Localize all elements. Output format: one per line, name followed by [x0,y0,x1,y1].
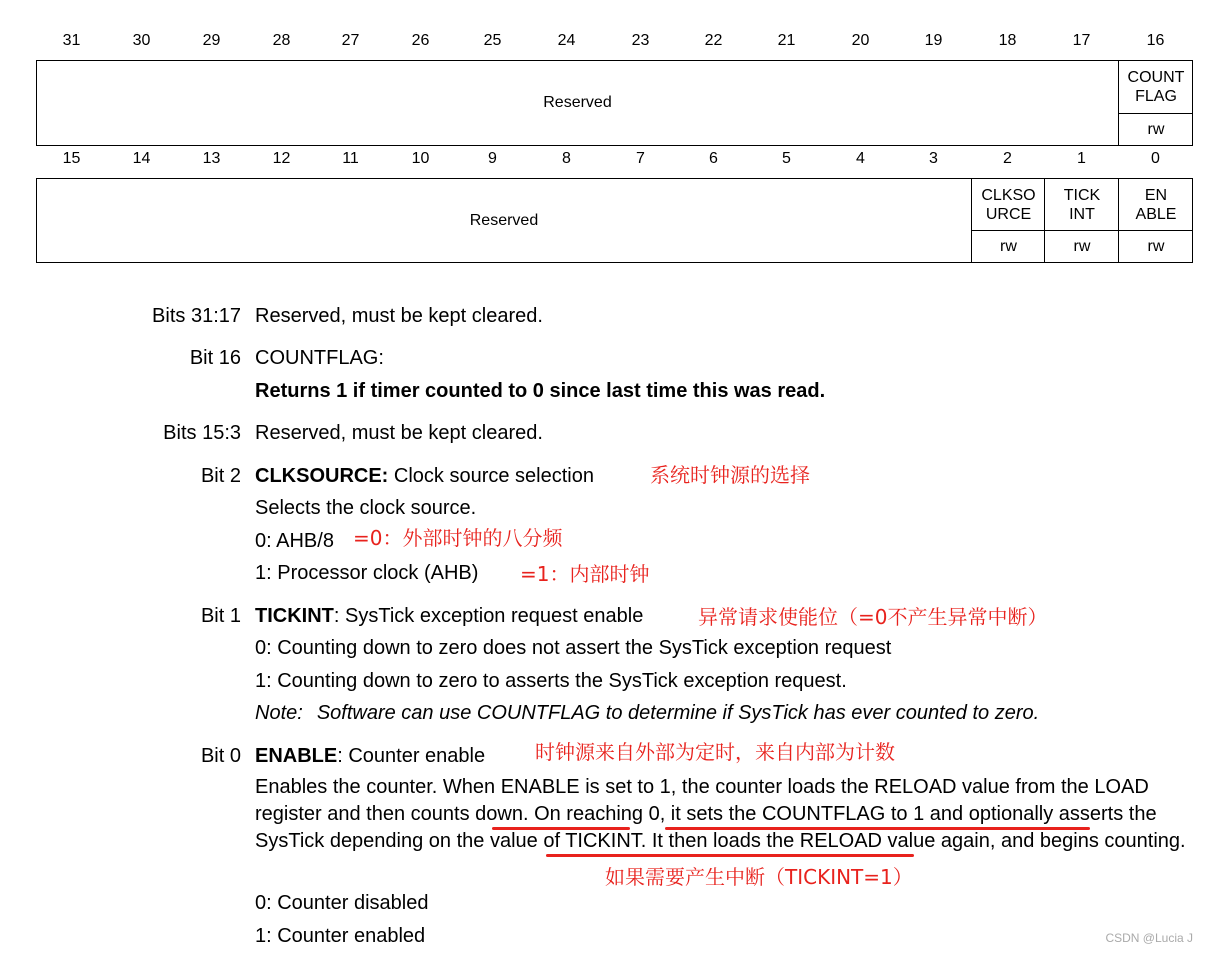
bit-text: Reserved, must be kept cleared. [255,305,543,327]
underline-depending [546,854,914,857]
bit-number: 13 [202,150,221,167]
bit-number: 19 [924,32,943,49]
bit0-paragraph: Enables the counter. When ENABLE is set to 1, the counter loads the RELOAD value from the LOAD register and then counts down. On reaching 0, it sets the COUNTFLAG to 1 and optionally asserts the SysTick depending on the value of TICKINT. It then loads the RELOAD value again, and begins counting. [255,776,1186,852]
bit-title [255,604,643,628]
field-enable [1118,179,1193,262]
field-name [1045,179,1119,231]
field-name-line: FLAG [1135,88,1177,105]
bit-label: Bits 15:3 [163,422,241,444]
field-access: rw [1045,230,1119,262]
bit-label: Bit 16 [189,347,241,369]
bit-number: 4 [856,150,865,167]
bit-number: 28 [272,32,291,49]
bit-number: 30 [132,32,151,49]
reserved-field-upper [37,61,1118,145]
bit-number: 22 [704,32,723,49]
note-text: Software can use COUNTFLAG to determine if SysTick has ever counted to zero. [316,702,1040,724]
bit-number: 26 [411,32,430,49]
bit-title-rest: : SysTick exception request enable [333,605,644,627]
bit-number: 15 [62,150,81,167]
watermark: CSDN @Lucia J [1105,931,1193,945]
bit-number-row-lower [36,150,1193,170]
field-name [1119,61,1193,113]
desc-bit16-detail: Returns 1 if timer counted to 0 since last time this was read. [255,380,826,402]
bit-number: 20 [851,32,870,49]
field-access: rw [972,230,1045,262]
note-label: Note: [255,702,303,724]
field-name-line: TICK [1063,187,1101,204]
field-name-line: ABLE [1135,206,1177,223]
bit2-opt0: 0: AHB/8 [255,530,334,552]
bit0-opt0: 0: Counter disabled [255,892,429,914]
annotation-bit2-opt1: =1：内部时钟 [520,562,650,586]
bit0-opt1: 1: Counter enabled [255,925,426,947]
field-name-line: COUNT [1127,69,1185,86]
bit-number: 6 [709,150,718,167]
reserved-field-lower [37,179,971,262]
bit-number: 17 [1072,32,1091,49]
bit-number: 2 [1003,150,1012,167]
bit-label: Bits 31:17 [152,305,241,327]
annotation-bit2: 系统时钟源的选择 [650,463,810,487]
bit-title-rest: : Counter enable [337,745,486,767]
bit-title-rest: Clock source selection [388,465,594,487]
bit-number: 7 [636,150,645,167]
bit-number: 16 [1146,32,1165,49]
bit-number: 31 [62,32,81,49]
field-countflag [1118,61,1193,145]
field-clksource [971,179,1045,262]
bit-label: Bit 2 [200,465,241,487]
bit-title [255,464,594,488]
register-box-lower [36,178,1193,263]
field-name-line: CLKSO [981,187,1036,204]
bit-label: Bit 1 [200,605,241,627]
reserved-label: Reserved [543,94,612,111]
bit-name: COUNTFLAG: [255,347,384,369]
field-name [972,179,1045,231]
bit-title [255,744,485,768]
underline-counts-down [492,827,630,830]
bit-number: 11 [342,150,359,167]
bit-name: TICKINT [255,605,334,627]
bit2-line1: Selects the clock source. [255,497,477,519]
bit-number: 27 [341,32,360,49]
bit-number-row-upper [36,32,1193,52]
field-name [1119,179,1193,231]
field-name-line: INT [1069,206,1095,223]
bit-number: 8 [562,150,571,167]
annotation-bit2-opt0: =0：外部时钟的八分频 [353,526,563,550]
underline-reaching-0 [665,827,1090,830]
annotation-bit1: 异常请求使能位（=0不产生异常中断） [698,605,1048,629]
bit-name: CLKSOURCE: [255,465,389,487]
bit-number: 0 [1151,150,1160,167]
register-box-upper [36,60,1193,146]
bit-number: 5 [782,150,791,167]
field-name-line: EN [1144,187,1168,204]
annotation-bit0: 时钟源来自外部为定时，来自内部为计数 [535,740,895,764]
bit-number: 25 [483,32,502,49]
bit-number: 29 [202,32,221,49]
bit-number: 10 [411,150,430,167]
bit-number: 18 [998,32,1017,49]
bit-name: ENABLE [255,745,338,767]
bit1-opt1: 1: Counting down to zero to asserts the SysTick exception request. [255,670,847,692]
field-tickint [1044,179,1119,262]
field-name-line: URCE [985,206,1032,223]
bit-number: 1 [1077,150,1086,167]
bit-number: 24 [557,32,576,49]
bit1-note [255,701,1039,725]
bit-label: Bit 0 [200,745,241,767]
field-access: rw [1119,230,1193,262]
bit1-opt0: 0: Counting down to zero does not assert the SysTick exception request [255,637,892,659]
bit2-opt1: 1: Processor clock (AHB) [255,562,479,584]
bit-number: 12 [272,150,291,167]
bit-number: 21 [777,32,796,49]
bit-number: 9 [488,150,497,167]
field-access: rw [1119,113,1193,145]
bit-text: Reserved, must be kept cleared. [255,422,543,444]
bit-number: 3 [929,150,938,167]
annotation-bit0-interrupt: 如果需要产生中断（TICKINT=1） [605,865,913,889]
bit-number: 23 [631,32,650,49]
reserved-label: Reserved [469,211,539,229]
bit-number: 14 [132,150,151,167]
